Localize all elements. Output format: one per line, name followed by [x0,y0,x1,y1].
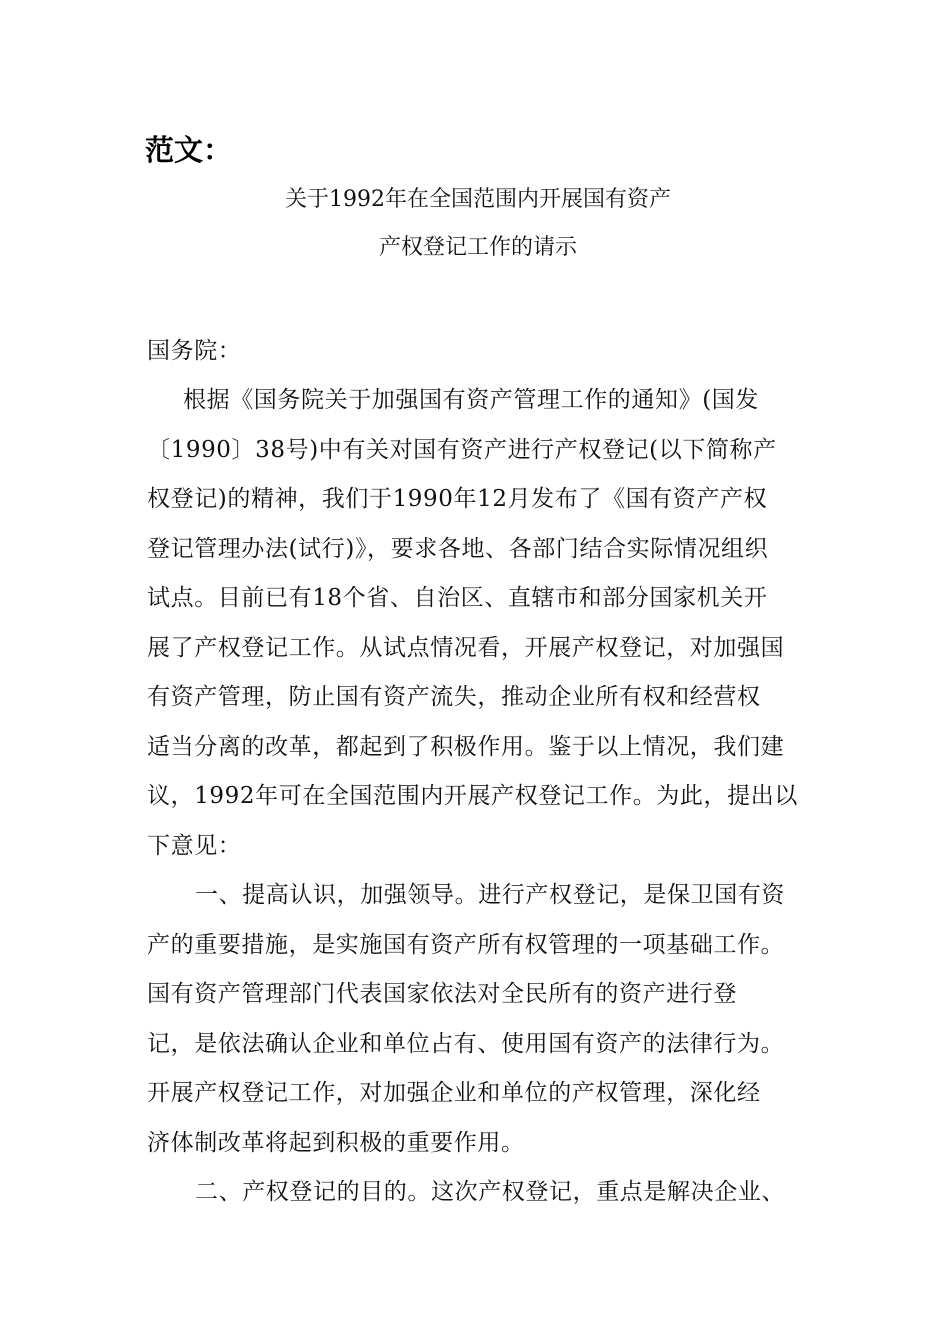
body-line: 适当分离的改革，都起到了积极作用。鉴于以上情况，我们建 [147,734,785,760]
body-line: 下意见： [147,833,242,859]
body-line: 开展产权登记工作，对加强企业和单位的产权管理，深化经 [147,1080,761,1106]
body-line: 记，是依法确认企业和单位占有、使用国有资产的法律行为。 [147,1031,785,1057]
body-line: 产的重要措施，是实施国有资产所有权管理的一项基础工作。 [147,932,785,958]
body-line: 根据《国务院关于加强国有资产管理工作的通知》(国发 [183,387,759,413]
body-line: 二、产权登记的目的。这次产权登记，重点是解决企业、 [195,1179,785,1205]
body-line: 〔1990〕38号)中有关对国有资产进行产权登记(以下简称产 [147,437,777,463]
body-line: 权登记)的精神，我们于1990年12月发布了《国有资产产权 [147,486,768,512]
document-heading: 范文： [145,133,233,167]
body-line: 国有资产管理部门代表国家依法对全民所有的资产进行登 [147,981,737,1007]
body-line: 展了产权登记工作。从试点情况看，开展产权登记，对加强国 [147,635,785,661]
body-line: 有资产管理，防止国有资产流失，推动企业所有权和经营权 [147,684,761,710]
body-line: 登记管理办法(试行)》，要求各地、各部门结合实际情况组织 [147,536,769,562]
body-line: 济体制改革将起到积极的重要作用。 [147,1130,525,1156]
body-line: 议，1992年可在全国范围内开展产权登记工作。为此，提出以 [147,783,798,809]
document-title-line-1: 关于1992年在全国范围内开展国有资产 [285,187,671,212]
body-line: 一、提高认识，加强领导。进行产权登记，是保卫国有资 [195,882,785,908]
salutation: 国务院： [147,338,242,364]
body-line: 试点。目前已有18个省、自治区、直辖市和部分国家机关开 [147,585,768,611]
document-title-line-2: 产权登记工作的请示 [378,235,577,260]
